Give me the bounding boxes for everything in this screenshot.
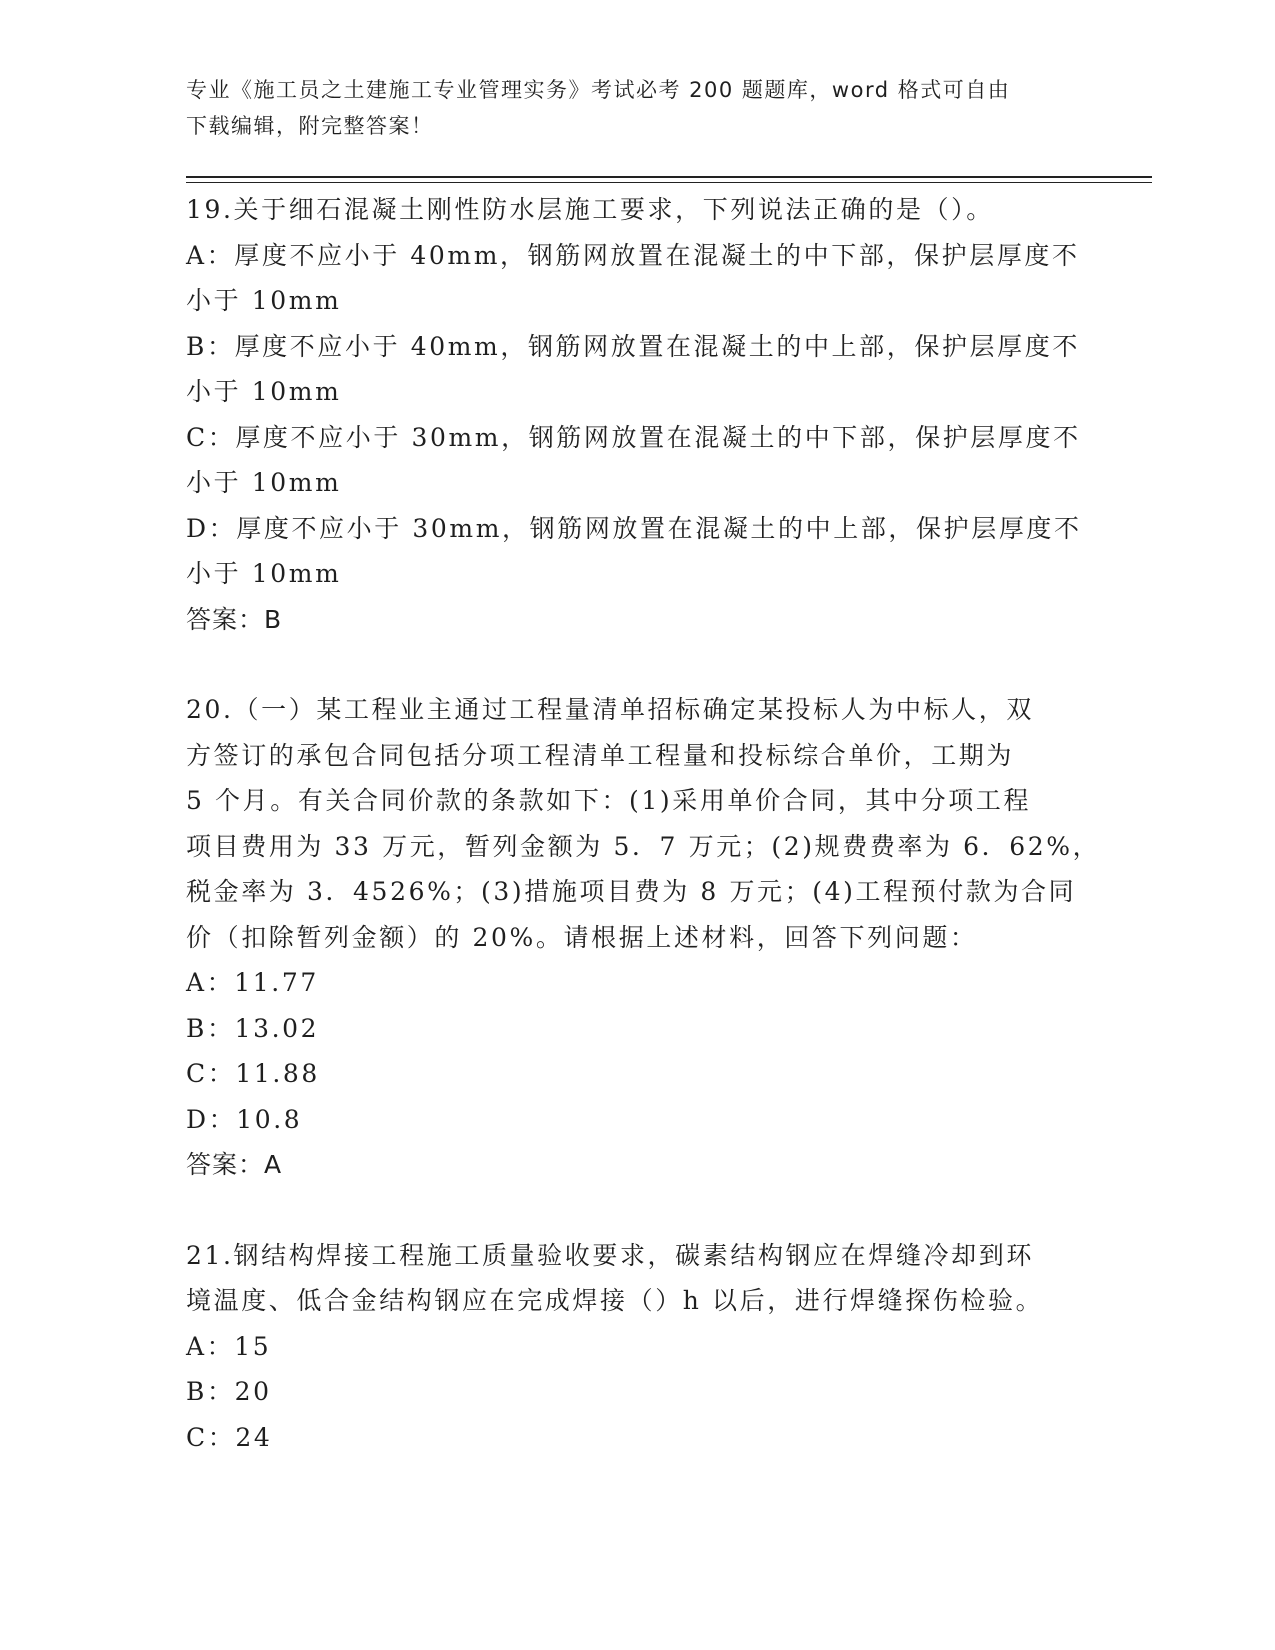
option-c: C：24 (186, 1422, 273, 1452)
option-c: C：11.88 (186, 1059, 320, 1088)
question-stem: 19.关于细石混凝土刚性防水层施工要求，下列说法正确的是（）。 (186, 195, 994, 224)
question-19 (186, 187, 1086, 642)
header-divider (186, 176, 1152, 178)
option-b: B：厚度不应小于 40mm，钢筋网放置在混凝土的中上部，保护层厚度不 (186, 331, 1080, 361)
question-stem: 项目费用为 33 万元，暂列金额为 5．7 万元；(2)规费费率为 6．62%， (186, 831, 1101, 861)
option-d: D：厚度不应小于 30mm，钢筋网放置在混凝土的中上部，保护层厚度不 (186, 513, 1082, 543)
option-d: D：10.8 (186, 1104, 303, 1134)
option-a: A：11.77 (186, 968, 319, 997)
option-b: B：13.02 (186, 1013, 320, 1043)
header-line: 专业《施工员之土建施工专业管理实务》考试必考 200 题题库，word 格式可自由 (186, 78, 1011, 102)
option-d: 小于 10mm (186, 559, 342, 588)
question-21 (186, 1233, 1086, 1461)
answer-label: 答案：A (186, 1150, 283, 1179)
option-b: 小于 10mm (186, 377, 342, 406)
header-line: 下载编辑，附完整答案！ (186, 114, 434, 138)
question-stem: 价（扣除暂列金额）的 20%。请根据上述材料，回答下列问题： (186, 922, 978, 952)
question-stem: 5 个月。有关合同价款的条款如下：(1)采用单价合同，其中分项工程 (186, 786, 1032, 815)
question-20 (186, 687, 1101, 1188)
option-b: B：20 (186, 1377, 272, 1406)
option-a: A：15 (186, 1331, 272, 1361)
header-divider (186, 182, 1152, 183)
option-a: A：厚度不应小于 40mm，钢筋网放置在混凝土的中下部，保护层厚度不 (186, 240, 1080, 270)
document-header (186, 72, 1086, 144)
question-stem: 20.（一）某工程业主通过工程量清单招标确定某投标人为中标人，双 (186, 695, 1034, 724)
option-c: C：厚度不应小于 30mm，钢筋网放置在混凝土的中下部，保护层厚度不 (186, 422, 1081, 452)
document-page (186, 0, 1146, 1650)
question-stem: 境温度、低合金结构钢应在完成焊接（）h 以后，进行焊缝探伤检验。 (186, 1286, 1044, 1315)
option-c: 小于 10mm (186, 468, 342, 497)
question-list (186, 187, 1101, 1460)
question-stem: 方签订的承包合同包括分项工程清单工程量和投标综合单价，工期为 (186, 740, 1015, 770)
answer-label: 答案：B (186, 604, 283, 634)
question-stem: 21.钢结构焊接工程施工质量验收要求，碳素结构钢应在焊缝冷却到环 (186, 1240, 1034, 1270)
option-a: 小于 10mm (186, 286, 342, 315)
question-stem: 税金率为 3．4526%；(3)措施项目费为 8 万元；(4)工程预付款为合同 (186, 877, 1077, 906)
